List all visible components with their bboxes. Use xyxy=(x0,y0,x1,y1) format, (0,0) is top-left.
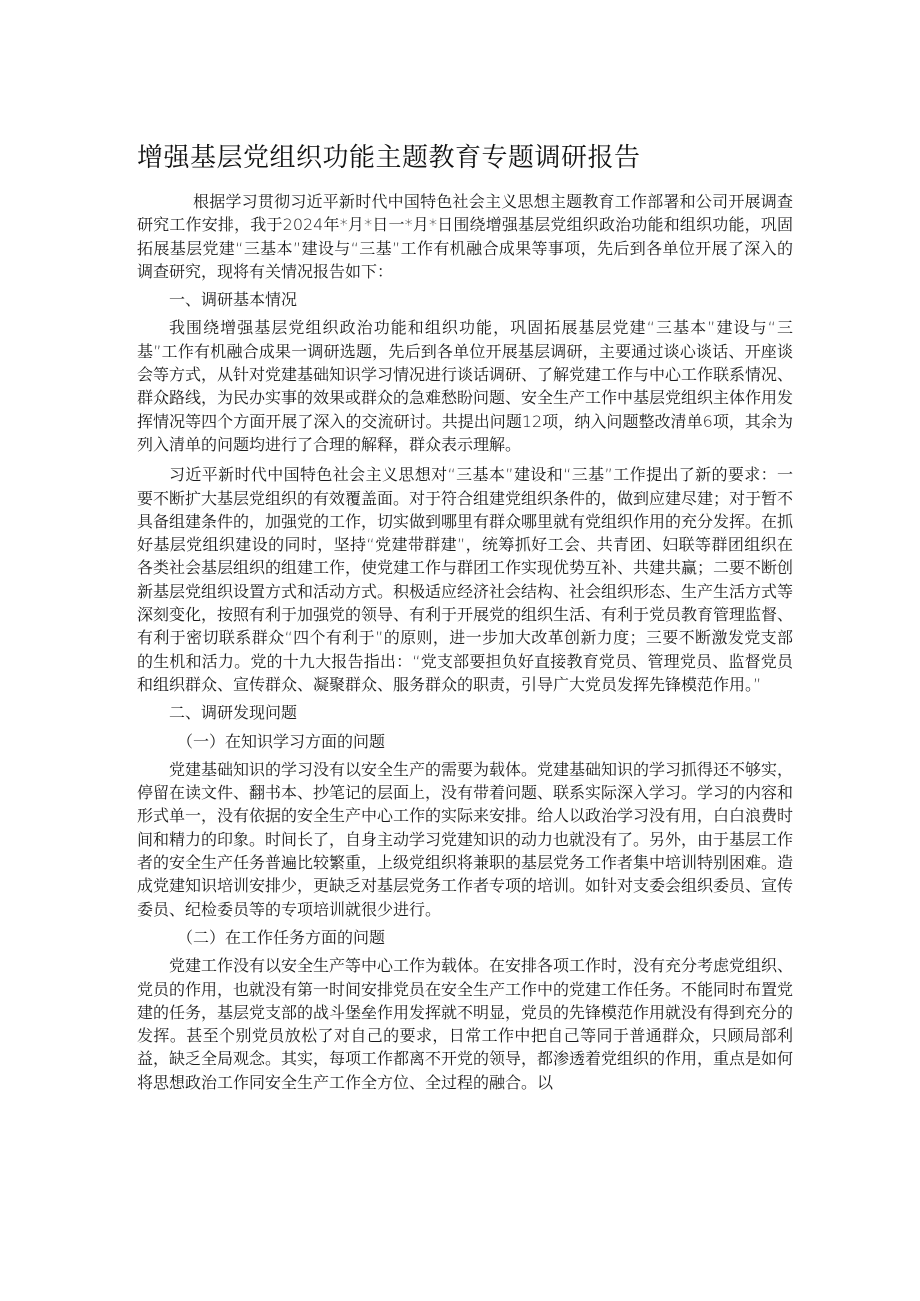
intro-paragraph: 根据学习贯彻习近平新时代中国特色社会主义思想主题教育工作部署和公司开展调查研究工作安排，我于2024年*月*日一*月*日围绕增强基层党组织政治功能和组织功能，巩固拓展基层党建“三基本”建设与“三基”工作有机融合成果等事项，先后到各单位开展了深入的调查研究，现将有关情况报告如下： xyxy=(137,192,793,281)
body-paragraph: 党建工作没有以安全生产等中心工作为载体。在安排各项工作时，没有充分考虑党组织、党员的作用，也就没有第一时间安排党员在安全生产工作中的党建工作任务。不能同时布置党建的任务，基层党支部的战斗堡垒作用发挥就不明显，党员的先锋模范作用就没有得到充分的发挥。甚至个别党员放松了对自己的要求，日常工作中把自己等同于普通群众，只顾局部利益，缺乏全局观念。其实，每项工作都离不开党的领导，都渗透着党组织的作用，重点是如何将思想政治工作同安全生产工作全方位、全过程的融合。以 xyxy=(137,956,794,1092)
section-heading-problems: 二、调研发现问题 xyxy=(169,703,298,723)
body-paragraph: 我围绕增强基层党组织政治功能和组织功能，巩固拓展基层党建“三基本”建设与“三基”工作有机融合成果一调研选题，先后到各单位开展基层调研，主要通过谈心谈话、开座谈会等方式，从针对党建基础知识学习情况进行谈话调研、了解党建工作与中心工作联系情况、群众路线，为民办实事的效果或群众的急难愁盼问题、安全生产工作中基层党组织主体作用发挥情况等四个方面开展了深入的交流研讨。共提出问题12项，纳入问题整改清单6项，其余为列入清单的问题均进行了合理的解释，群众表示理解。 xyxy=(137,318,794,454)
subsection-heading-tasks: （二）在工作任务方面的问题 xyxy=(177,927,386,947)
section-heading-basic-info: 一、调研基本情况 xyxy=(169,290,298,310)
document-body xyxy=(137,190,793,1094)
body-paragraph: 习近平新时代中国特色社会主义思想对“三基本”建设和“三基”工作提出了新的要求：一要不断扩大基层党组织的有效覆盖面。对于符合组建党组织条件的，做到应建尽建；对于暂不具备组建条件的，加强党的工作，切实做到哪里有群众哪里就有党组织作用的充分发挥。在抓好基层党组织建设的同时，坚持“党建带群建”，统筹抓好工会、共青团、妇联等群团组织在各类社会基层组织的组建工作，使党建工作与群团工作实现优势互补、共建共赢；二要不断创新基层党组织设置方式和活动方式。积极适应经济社会结构、社会组织形态、生产生活方式等深刻变化，按照有利于加强党的领导、有利于开展党的组织生活、有利于党员教育管理监督、有利于密切联系群众“四个有利于”的原则，进一步加大改革创新力度；三要不断激发党支部的生机和活力。党的十九大报告指出：“党支部要担负好直接教育党员、管理党员、监督党员和组织群众、宣传群众、凝聚群众、服务群众的职责，引导广大党员发挥先锋模范作用。” xyxy=(137,465,794,694)
body-paragraph: 党建基础知识的学习没有以安全生产的需要为载体。党建基础知识的学习抓得还不够实，停留在读文件、翻书本、抄笔记的层面上，没有带着问题、联系实际深入学习。学习的内容和形式单一，没有依据的安全生产中心工作的实际来安排。给人以政治学习没有用，白白浪费时间和精力的印象。时间长了，自身主动学习党建知识的动力也就没有了。另外，由于基层工作者的安全生产任务普遍比较繁重，上级党组织将兼职的基层党务工作者集中培训特别困难。造成党建知识培训安排少，更缺乏对基层党务工作者专项的培训。如针对支委会组织委员、宣传委员、纪检委员等的专项培训就很少进行。 xyxy=(137,759,794,919)
document-title: 增强基层党组织功能主题教育专题调研报告 xyxy=(137,143,641,173)
subsection-heading-knowledge: （一）在知识学习方面的问题 xyxy=(177,731,386,751)
